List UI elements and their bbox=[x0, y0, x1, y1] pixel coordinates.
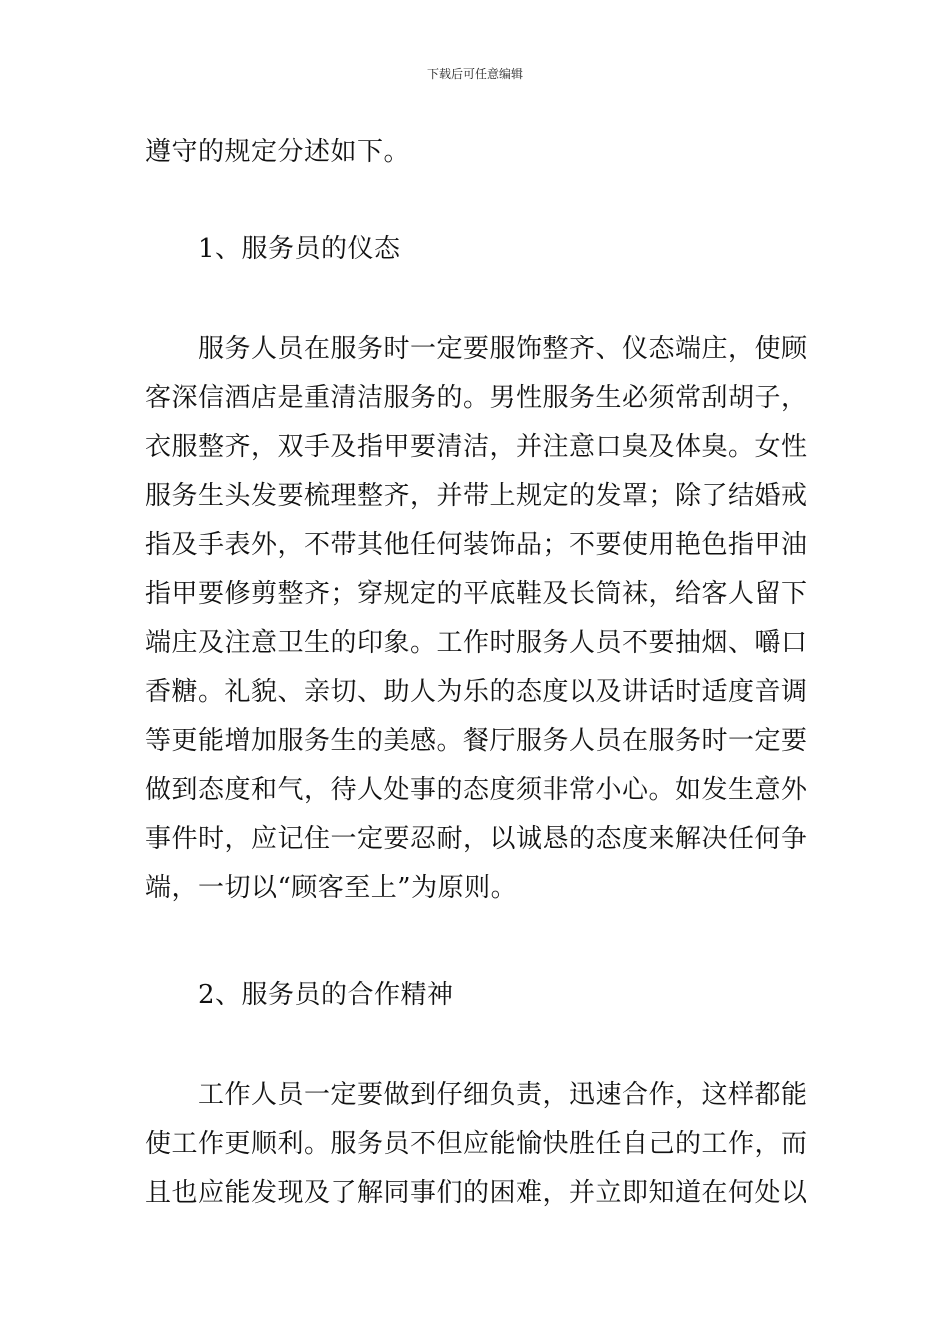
text-line: 指甲要修剪整齐；穿规定的平底鞋及长筒袜，给客人留下 bbox=[145, 579, 808, 609]
section-heading: 2、服务员的合作精神 bbox=[198, 980, 454, 1010]
text-line: 客深信酒店是重清洁服务的。男性服务生必须常刮胡子， bbox=[145, 383, 808, 413]
text-line: 服务人员在服务时一定要服饰整齐、仪态端庄，使顾 bbox=[198, 334, 808, 364]
text-line: 等更能增加服务生的美感。餐厅服务人员在服务时一定要 bbox=[145, 726, 808, 756]
text-line: 使工作更顺利。服务员不但应能愉快胜任自己的工作，而 bbox=[145, 1129, 808, 1159]
text-line: 做到态度和气，待人处事的态度须非常小心。如发生意外 bbox=[145, 775, 808, 805]
text-line: 香糖。礼貌、亲切、助人为乐的态度以及讲话时适度音调 bbox=[145, 677, 808, 707]
page-header: 下载后可任意编辑 bbox=[426, 67, 523, 81]
intro-paragraph bbox=[145, 128, 805, 177]
section-1-paragraph bbox=[145, 325, 808, 913]
text-line: 端，一切以“顾客至上”为原则。 bbox=[145, 873, 518, 903]
section-1-heading bbox=[145, 225, 805, 274]
section-heading: 1、服务员的仪态 bbox=[198, 234, 401, 264]
text-line: 端庄及注意卫生的印象。工作时服务人员不要抽烟、嚼口 bbox=[145, 628, 808, 658]
section-2-paragraph bbox=[145, 1071, 808, 1218]
text-line: 指及手表外，不带其他任何装饰品；不要使用艳色指甲油 bbox=[145, 530, 808, 560]
text-line: 遵守的规定分述如下。 bbox=[145, 137, 411, 167]
text-line: 工作人员一定要做到仔细负责，迅速合作，这样都能 bbox=[198, 1080, 808, 1110]
text-line: 且也应能发现及了解同事们的困难，并立即知道在何处以 bbox=[145, 1178, 808, 1208]
text-line: 衣服整齐，双手及指甲要清洁，并注意口臭及体臭。女性 bbox=[145, 432, 808, 462]
text-line: 事件时，应记住一定要忍耐，以诚恳的态度来解决任何争 bbox=[145, 824, 808, 854]
section-2-heading bbox=[145, 971, 805, 1020]
text-line: 服务生头发要梳理整齐，并带上规定的发罩；除了结婚戒 bbox=[145, 481, 808, 511]
